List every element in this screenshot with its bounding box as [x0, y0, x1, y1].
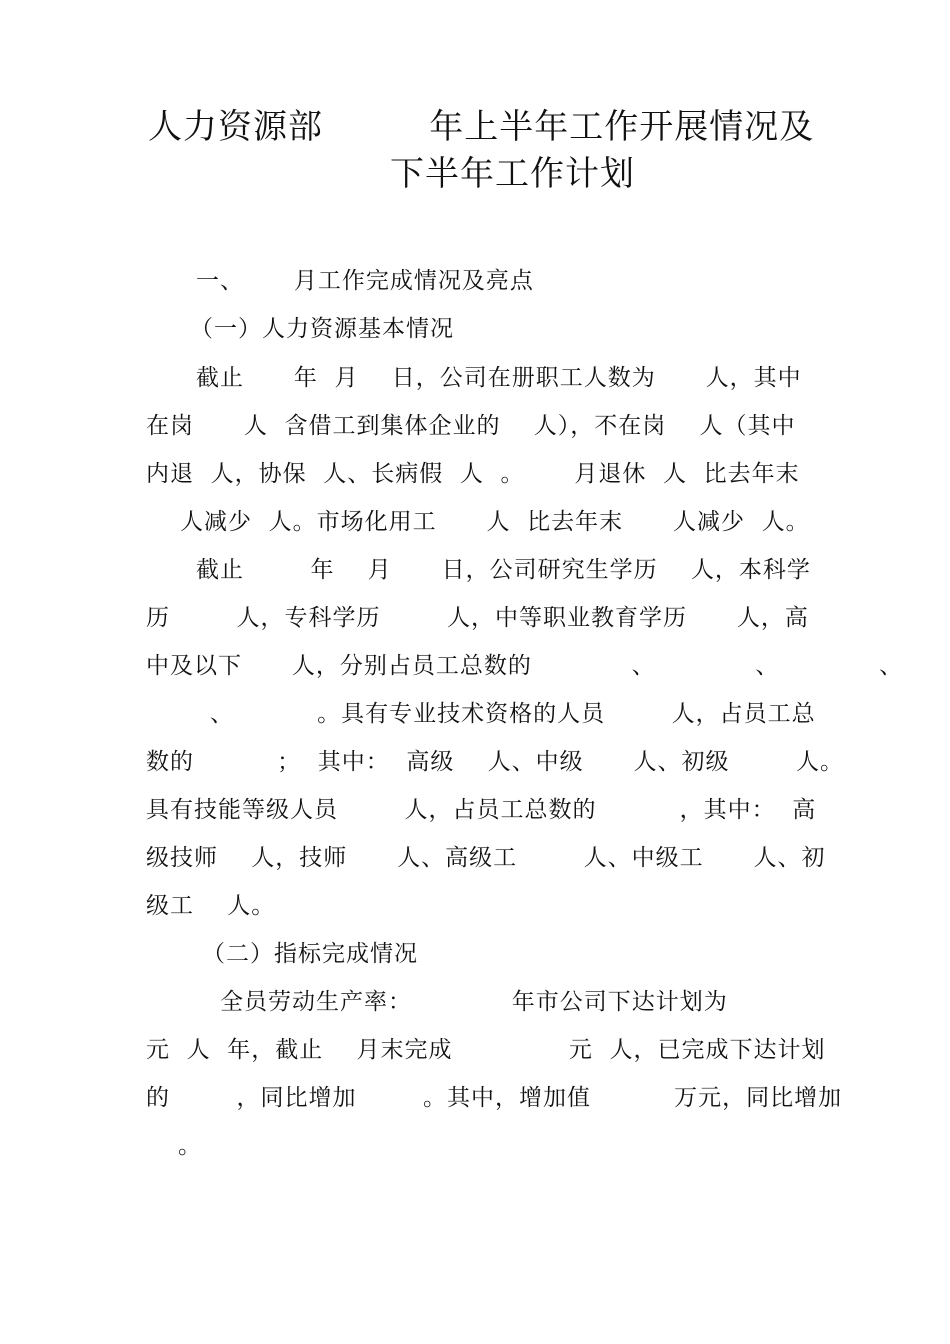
- document-title-line-1: 人力资源部 年上半年工作开展情况及: [148, 107, 815, 147]
- paragraph-line: 、 。具有专业技术资格的人员 人，占员工总: [210, 701, 816, 727]
- paragraph-line: 内退 人，协保 人、长病假 人 。 月退休 人 比去年末: [146, 461, 800, 487]
- paragraph-line: 数的 ； 其中： 高级 人、中级 人、初级 人。: [146, 749, 844, 775]
- paragraph-line: 元 人 年，截止 月末完成 元 人，已完成下达计划: [146, 1037, 826, 1063]
- paragraph-line: 截止 年 月 日，公司研究生学历 人，本科学: [196, 557, 811, 583]
- paragraph-line: 在岗 人 含借工到集体企业的 人），不在岗 人（其中: [146, 413, 796, 439]
- subsection-heading-indicators: （二）指标完成情况: [202, 941, 418, 967]
- paragraph-line: 级技师 人，技师 人、高级工 人、中级工 人、初: [146, 845, 826, 871]
- paragraph-line: 具有技能等级人员 人，占员工总数的 ，其中： 高: [146, 797, 817, 823]
- subsection-heading-basic-info: （一）人力资源基本情况: [190, 316, 454, 342]
- paragraph-line: 截止 年 月 日，公司在册职工人数为 人，其中: [196, 365, 802, 391]
- paragraph-line: 级工 人。: [146, 893, 276, 919]
- paragraph-line: 全员劳动生产率： 年市公司下达计划为: [220, 989, 728, 1015]
- paragraph-line: 的 ，同比增加 。其中，增加值 万元，同比增加: [146, 1085, 843, 1111]
- document-title-line-2: 下半年工作计划: [390, 154, 635, 194]
- section-heading: 一、 月工作完成情况及亮点: [196, 268, 534, 294]
- paragraph-line: 人减少 人。市场化用工 人 比去年末 人减少 人。: [180, 509, 810, 535]
- paragraph-line: 中及以下 人，分别占员工总数的 、 、 、: [146, 653, 904, 679]
- paragraph-line: 历 人，专科学历 人，中等职业教育学历 人，高: [146, 605, 809, 631]
- paragraph-line: 。: [178, 1133, 202, 1159]
